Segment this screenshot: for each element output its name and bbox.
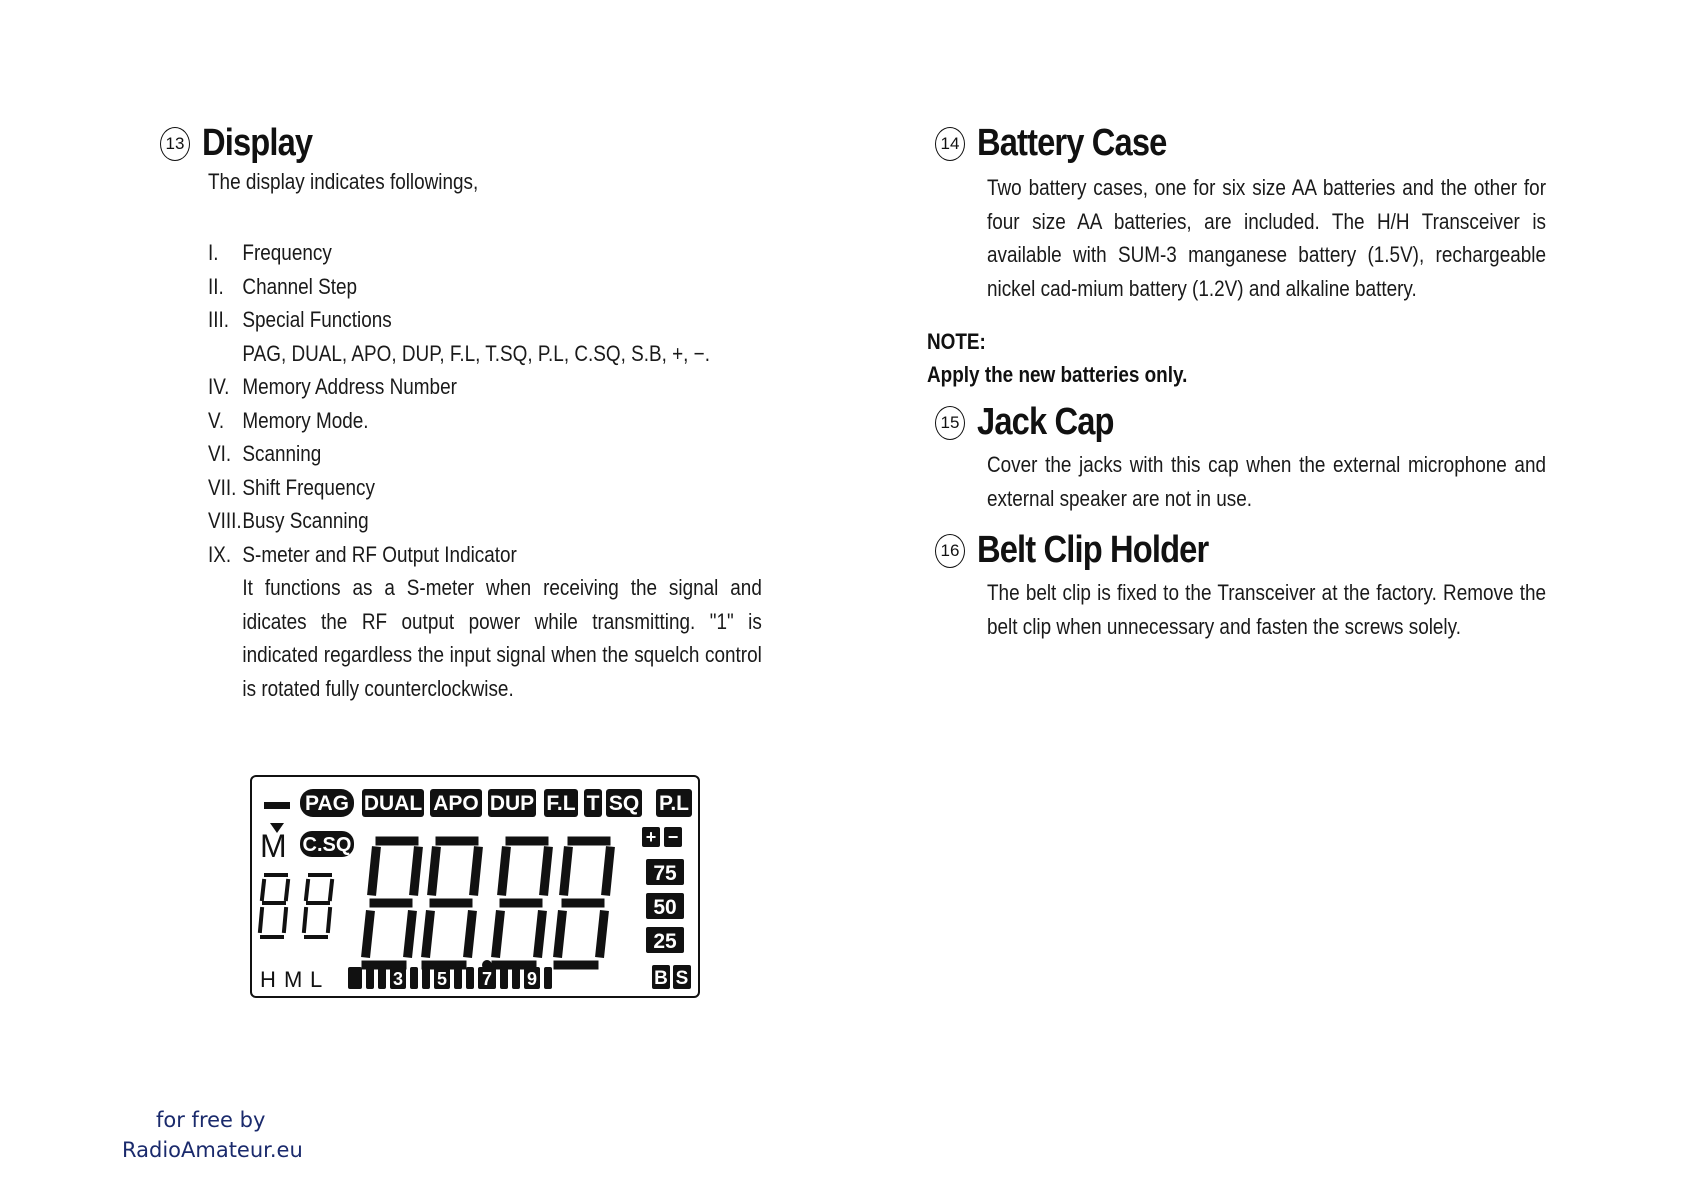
section-number-16: 16 (935, 534, 965, 568)
list-item: VIII. Busy Scanning (208, 508, 369, 533)
list-item: IV. Memory Address Number (208, 374, 457, 399)
lcd-sq-label: SQ (608, 792, 640, 815)
display-section (160, 122, 820, 701)
list-item: I. Frequency (208, 240, 332, 265)
lcd-memory-digits (260, 875, 332, 937)
lcd-memory-label: M (260, 828, 287, 864)
lcd-display-illustration (250, 775, 700, 998)
display-feature-list (208, 236, 862, 705)
lcd-b-label: B (654, 968, 668, 989)
lcd-smeter-bar (348, 967, 552, 989)
list-item: VI. Scanning (208, 441, 322, 466)
list-item: VII. Shift Frequency (208, 474, 375, 500)
lcd-50-label: 50 (653, 896, 677, 919)
right-column (927, 122, 1595, 643)
lcd-s-label: S (675, 968, 689, 989)
lcd-plus-label: + (645, 827, 657, 847)
list-item: II. Channel Step (208, 273, 358, 299)
lcd-svg (252, 777, 702, 1000)
list-item-sub: PAG, DUAL, APO, DUP, F.L, T.SQ, P.L, C.SQ, S.B, +, −. (242, 340, 710, 366)
display-intro: The display indicates followings, (208, 169, 479, 194)
belt-text: The belt clip is fixed to the Transceiver at the factory. Remove the belt clip when unnecessary and fasten the screws solely. (987, 580, 1546, 639)
lcd-25-label: 25 (653, 930, 677, 953)
lcd-75-label: 75 (653, 862, 677, 885)
section-number-15: 15 (935, 406, 965, 440)
lcd-minus-label: − (667, 827, 679, 847)
jack-text: Cover the jacks with this cap when the external microphone and external speaker are not in use. (987, 452, 1546, 511)
belt-heading (935, 529, 1595, 572)
lcd-fl-label: F.L (546, 792, 576, 815)
watermark-line-1: for free by (156, 1108, 266, 1132)
jack-title: Jack Cap (977, 401, 1114, 443)
lcd-minus-indicator (264, 802, 290, 809)
lcd-csq-label: C.SQ (302, 834, 352, 856)
battery-text: Two battery cases, one for six size AA batteries and the other for four size AA batteries, are included. The H/H Transceiver is available with SUM-3 manganese battery (1.5V), rechargeable nickel cad-mium battery (1.2V) and alkaline battery. (987, 175, 1546, 301)
note-block (927, 325, 1595, 391)
lcd-dual-label: DUAL (363, 792, 423, 815)
display-title: Display (202, 122, 313, 164)
smeter-description: It functions as a S-meter when receiving the signal and idicates the RF output power while transmitting. "1" is indicated regardless the input signal when the squelch control is rotated fully counterclockwise. (242, 575, 762, 701)
watermark-line-2: RadioAmateur.eu (122, 1138, 303, 1162)
lcd-h-label: H (260, 967, 276, 992)
section-number-14: 14 (935, 127, 965, 161)
lcd-meter-3: 3 (392, 969, 404, 989)
lcd-apo-label: APO (433, 792, 479, 815)
section-number-13: 13 (160, 127, 190, 161)
lcd-meter-7: 7 (481, 969, 493, 989)
lcd-pl-label: P.L (659, 792, 689, 815)
lcd-m-label: M (284, 967, 303, 992)
note-label: NOTE: (927, 329, 986, 354)
list-item: III. Special Functions (208, 307, 392, 332)
jack-heading (935, 401, 1595, 444)
note-text: Apply the new batteries only. (927, 362, 1188, 387)
battery-heading (935, 122, 1595, 165)
lcd-frequency-digits (366, 841, 610, 965)
list-item: IX. S-meter and RF Output Indicator (208, 541, 517, 567)
belt-title: Belt Clip Holder (977, 529, 1209, 571)
lcd-pag-label: PAG (305, 792, 349, 815)
lcd-l-label: L (310, 967, 323, 992)
list-item: V. Memory Mode. (208, 407, 369, 433)
battery-title: Battery Case (977, 122, 1167, 164)
lcd-meter-9: 9 (526, 969, 538, 989)
lcd-meter-5: 5 (436, 969, 448, 989)
lcd-dup-label: DUP (489, 792, 535, 815)
display-heading (160, 122, 820, 165)
lcd-t-label: T (586, 792, 600, 815)
